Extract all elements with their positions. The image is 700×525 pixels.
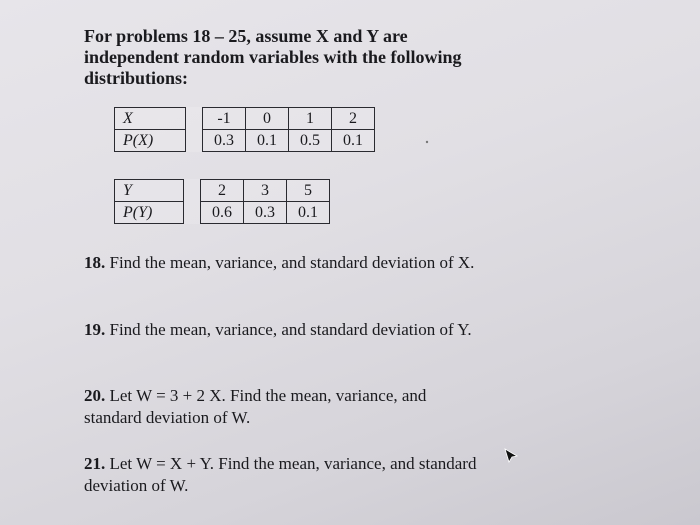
table-gap <box>186 108 203 130</box>
table-cell: 0 <box>246 108 289 130</box>
table-row <box>115 180 330 202</box>
problem-number: 19. <box>84 320 106 339</box>
mouse-pointer-icon <box>503 447 521 465</box>
problem-text: Let W = X + Y. Find the mean, variance, and standard deviation of W. <box>84 454 477 495</box>
distribution-table-x <box>114 107 375 152</box>
table-header-y: Y <box>115 180 184 202</box>
problem-number: 21. <box>84 454 106 473</box>
table-cell: 0.3 <box>244 202 287 224</box>
table-row <box>115 202 330 224</box>
table-cell: 0.1 <box>287 202 330 224</box>
table-cell: 2 <box>201 180 244 202</box>
table-header-py: P(Y) <box>115 202 184 224</box>
table-gap <box>184 180 201 202</box>
speck-mark <box>425 140 429 144</box>
problem-number: 20. <box>84 386 106 405</box>
table-gap <box>186 130 203 152</box>
table-cell: 0.1 <box>332 130 375 152</box>
problem-19 <box>84 319 484 341</box>
problem-text: Find the mean, variance, and standard deviation of X. <box>109 253 475 272</box>
table-cell: 3 <box>244 180 287 202</box>
problem-21 <box>84 453 484 497</box>
table-cell: 0.3 <box>203 130 246 152</box>
problem-18 <box>84 252 484 274</box>
table-cell: 2 <box>332 108 375 130</box>
table-row <box>115 108 375 130</box>
intro-text: For problems 18 – 25, assume X and Y are independent random variables with the following distributions: <box>84 26 462 88</box>
table-cell: 0.6 <box>201 202 244 224</box>
table-gap <box>184 202 201 224</box>
table-cell: 0.1 <box>246 130 289 152</box>
table-cell: 1 <box>289 108 332 130</box>
problem-20 <box>84 385 484 429</box>
table-cell: -1 <box>203 108 246 130</box>
problem-text: Find the mean, variance, and standard deviation of Y. <box>109 320 472 339</box>
table-header-px: P(X) <box>115 130 186 152</box>
problem-text: Let W = 3 + 2 X. Find the mean, variance, and standard deviation of W. <box>84 386 427 427</box>
table-header-x: X <box>115 108 186 130</box>
problem-number: 18. <box>84 253 106 272</box>
table-cell: 5 <box>287 180 330 202</box>
distribution-table-y <box>114 179 330 224</box>
table-cell: 0.5 <box>289 130 332 152</box>
table-row <box>115 130 375 152</box>
